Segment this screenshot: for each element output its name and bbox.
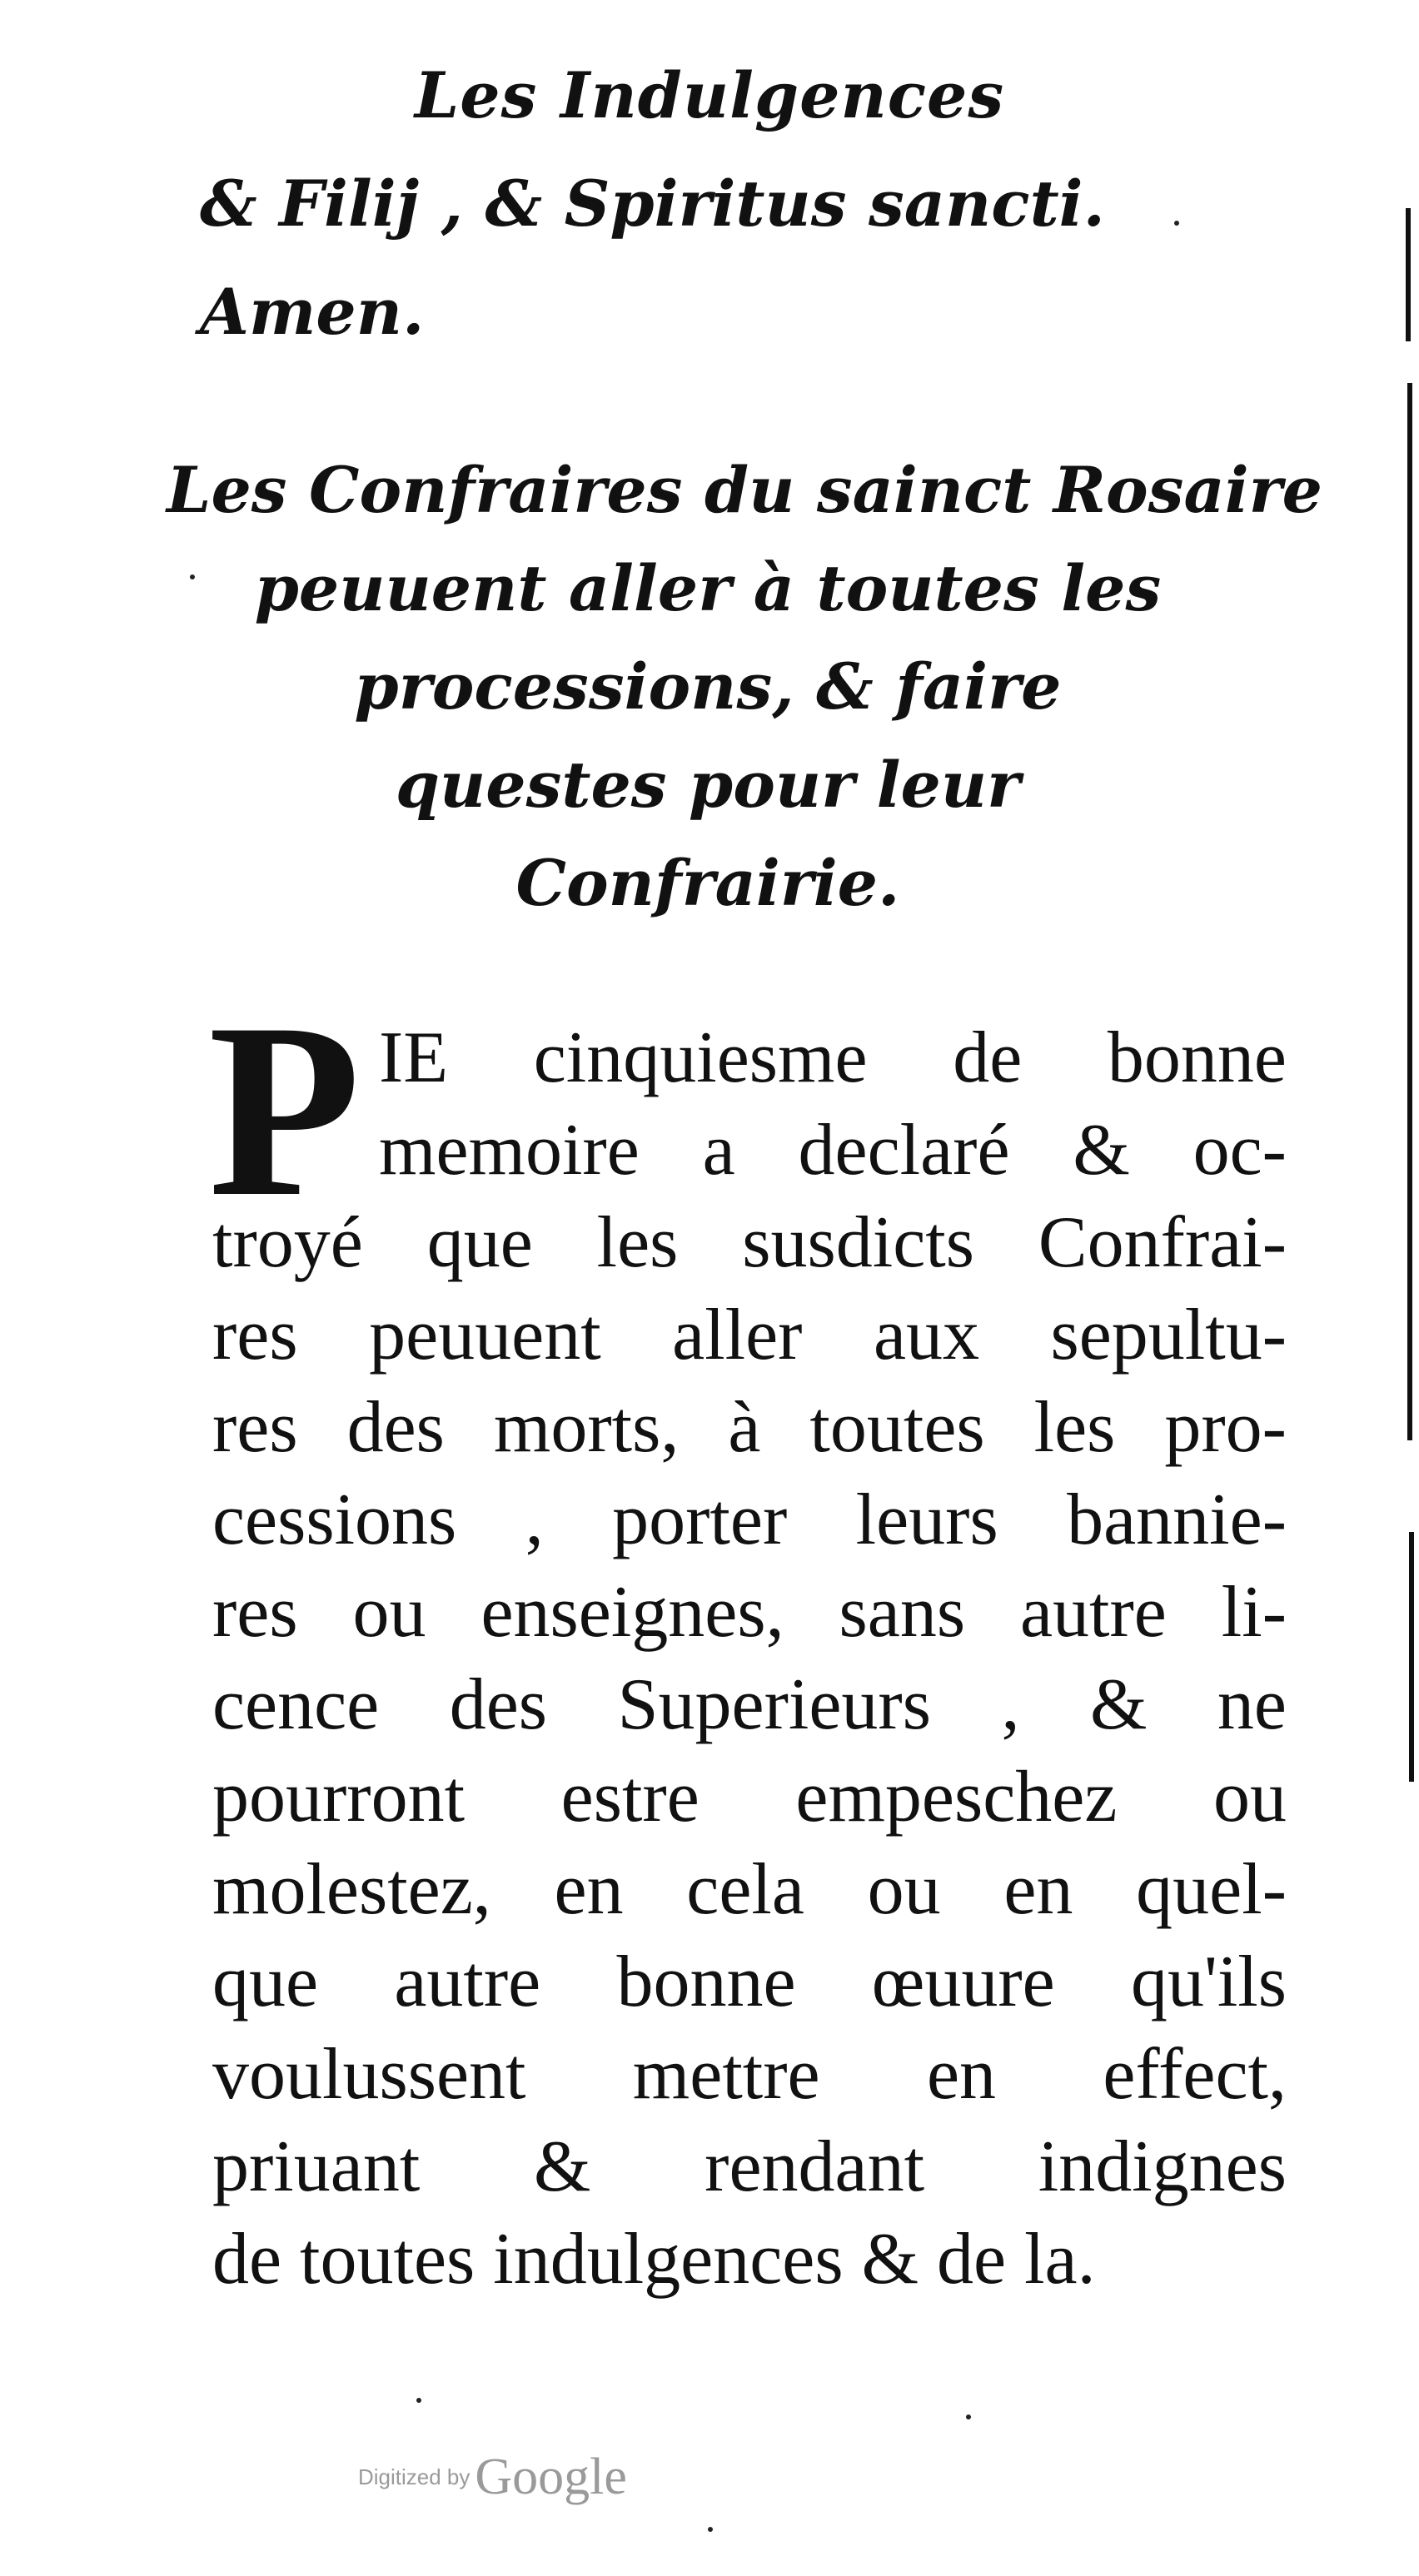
amen-line: Amen. [200,275,425,349]
body-line: pourront estre empeschez ou [212,1757,1287,1838]
section-heading [167,441,1322,932]
running-head: Les Indulgences [414,58,1005,132]
page-edge-rule [1406,208,1411,341]
speck [190,574,195,579]
page-edge-rule [1407,383,1412,1440]
heading-line: Confrairie. [515,846,900,920]
body-line: memoire a declaré & oc- [379,1110,1287,1191]
body-line: molestez, en cela ou en quel- [212,1849,1287,1930]
speck [708,2527,713,2532]
body-line: res des morts, à toutes les pro- [212,1387,1287,1468]
speck [966,2414,971,2419]
digitization-watermark [358,2448,627,2507]
body-paragraph [212,1012,1287,2305]
heading-line: processions, & faire [354,649,1062,724]
body-line: troyé que les susdicts Confrai- [212,1202,1287,1283]
body-line: cence des Superieurs , & ne [212,1664,1287,1745]
google-logo: Google [475,2449,627,2505]
body-line: res ou enseignes, sans autre li- [212,1572,1287,1653]
drop-cap: P [208,972,361,1248]
page-edge-rule [1409,1532,1414,1782]
heading-line: questes pour leur [395,748,1021,822]
body-line: voulussent mettre en effect, [212,2034,1287,2115]
body-line: IE cinquiesme de bonne [379,1017,1287,1098]
heading-line: Les Confraires du sainct Rosaire [167,453,1322,527]
invocation-line: & Filij , & Spiritus sancti. [200,167,1106,241]
heading-line: peuuent aller à toutes les [254,551,1162,625]
body-line: res peuuent aller aux sepultu- [212,1295,1287,1375]
speck [416,2398,421,2403]
body-line: de toutes indulgences & de la. [212,2219,1096,2300]
body-line: que autre bonne œuure qu'ils [212,1942,1287,2022]
speck [1174,221,1179,226]
body-line: cessions , porter leurs bannie- [212,1479,1287,1560]
digitized-by-label: Digitized by [358,2464,471,2489]
body-line: priuant & rendant indignes [212,2126,1287,2207]
